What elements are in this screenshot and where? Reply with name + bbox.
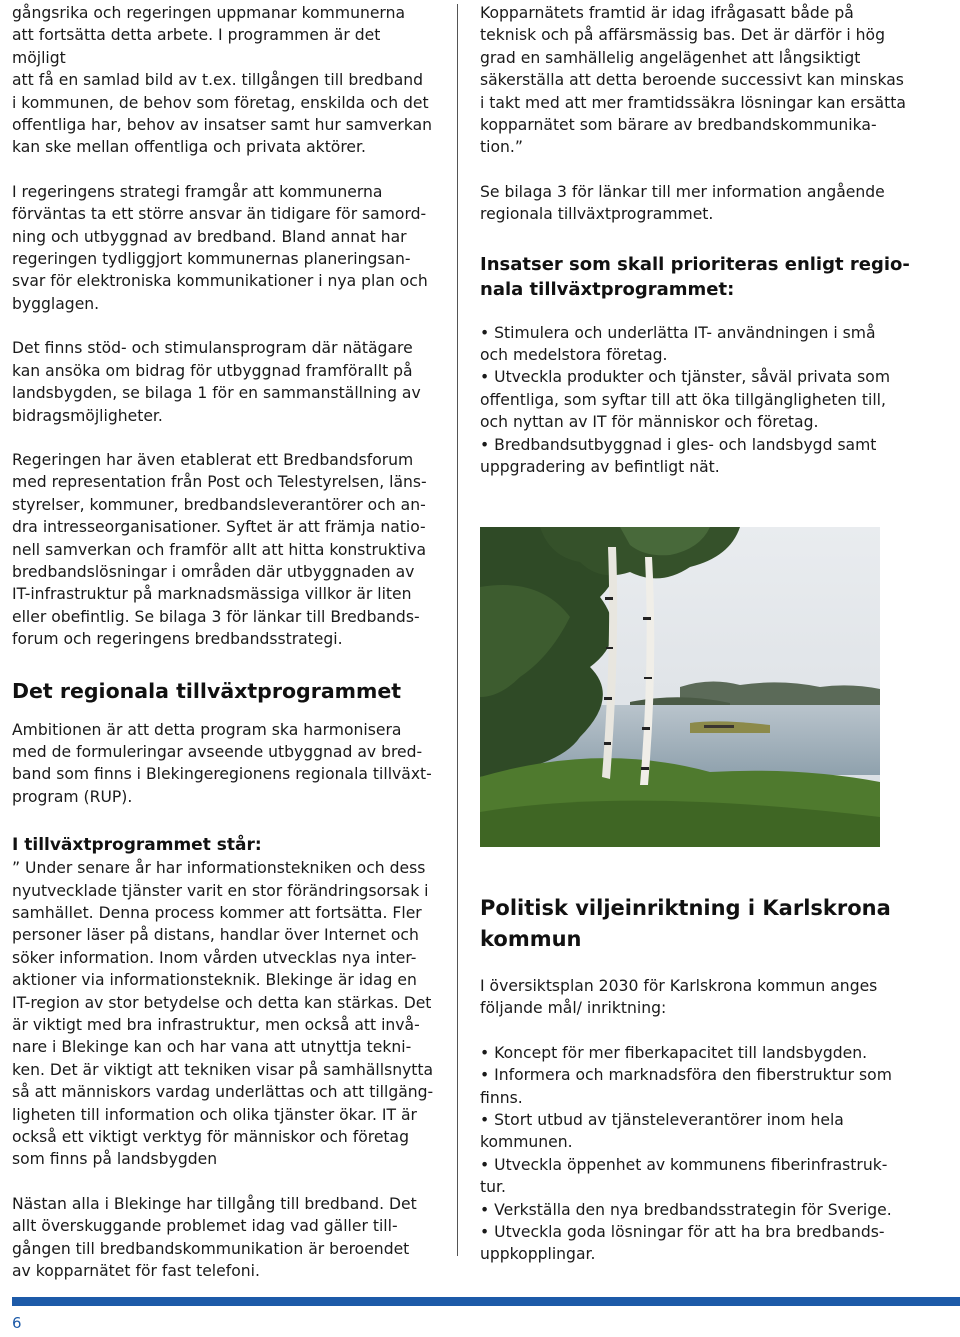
text-line: bidragsmöjligheter.: [12, 406, 163, 425]
text-line: aktioner via informationsteknik. Blekinge är idag en: [12, 971, 417, 990]
text-line: förväntas ta ett större ansvar än tidigare för samord-: [12, 205, 427, 224]
list-item-line: • Stort utbud av tjänsteleverantörer inom hela: [480, 1111, 844, 1130]
list-item: [480, 1199, 920, 1221]
heading-regional-program: Det regionala tillväxtprogrammet: [12, 678, 402, 703]
text-line: Det finns stöd- och stimulansprogram där nätägare: [12, 339, 413, 358]
text-line: att få en samlad bild av t.ex. tillgången till bredband: [12, 71, 424, 90]
text-line: IT-region av stor betydelse och detta kan stärkas. Det: [12, 993, 432, 1012]
text-line: säkerställa att detta beroende successivt kan minskas: [480, 71, 904, 90]
text-line: program (RUP).: [12, 787, 133, 806]
text-line: Politisk viljeinriktning i Karlskrona: [480, 896, 891, 920]
text-line: Kopparnätets framtid är idag ifrågasatt både på: [480, 4, 854, 22]
list-item: [480, 1064, 920, 1109]
paragraph-strategy: [12, 181, 436, 315]
heading-growth-program-states: I tillväxtprogrammet står:: [12, 835, 262, 856]
text-line: forum och regeringens bredbandsstrategi.: [12, 630, 343, 649]
text-line: Insatser som skall prioriteras enligt regio-: [480, 253, 910, 275]
list-item-line: uppkopplingar.: [480, 1245, 596, 1264]
right-column-lower: [480, 893, 920, 1266]
list-item: [480, 1154, 920, 1199]
text-line: tion.”: [480, 138, 523, 157]
text-line: dra intresseorganisationer. Syftet är att främja natio-: [12, 518, 426, 537]
text-line: Regeringen har även etablerat ett Bredbandsforum: [12, 450, 414, 469]
text-line: Nästan alla i Blekinge har tillgång till bredband. Det: [12, 1194, 417, 1213]
paragraph-blekinge-broadband: [12, 1193, 436, 1283]
list-item: [480, 366, 920, 433]
text-line: med de formuleringar avseende utbyggnad av bred-: [12, 742, 423, 761]
list-item: [480, 322, 920, 367]
list-item: [480, 1042, 920, 1064]
text-line: kan ansöka om bidrag för utbyggnad framförallt på: [12, 361, 413, 380]
goal-list: [480, 1042, 920, 1266]
lake-landscape-image: [480, 527, 880, 847]
left-column: [12, 2, 436, 1283]
list-item: [480, 1109, 920, 1154]
text-line: teknisk och på affärsmässig bas. Det är därför i hög: [480, 26, 885, 45]
text-line: kan ske mellan offentliga och privata aktörer.: [12, 138, 366, 157]
text-line: ” Under senare år har informationstekniken och dess: [12, 859, 426, 878]
list-item-line: uppgradering av befintligt nät.: [480, 458, 720, 477]
list-item: [480, 434, 920, 479]
text-line: ning och utbyggnad av bredband. Bland annat har: [12, 227, 407, 246]
text-line: regionala tillväxtprogrammet.: [480, 205, 714, 224]
text-line: av kopparnätet för fast telefoni.: [12, 1262, 260, 1281]
list-item-line: och nyttan av IT för människor och företag.: [480, 413, 819, 432]
text-line: offentliga har, behov av insatser samt hur samverkan: [12, 116, 433, 135]
text-line: som finns på landsbygden: [12, 1150, 218, 1169]
column-divider: [457, 4, 458, 1256]
text-line: i takt med att mer framtidssäkra lösningar kan ersätta: [480, 93, 906, 112]
list-item-line: • Informera och marknadsföra den fiberstruktur som: [480, 1066, 892, 1085]
list-item-line: • Verkställa den nya bredbandsstrategin för Sverige.: [480, 1200, 892, 1219]
text-line: också ett viktigt verktyg för människor och företag: [12, 1128, 409, 1147]
page-number: 6: [12, 1314, 22, 1332]
text-line: Ambitionen är att detta program ska harmonisera: [12, 720, 402, 739]
text-line: ligheten till information och olika tjänster ökar. IT är: [12, 1105, 417, 1124]
text-line: bredbandslösningar i områden där utbyggnaden av: [12, 562, 415, 581]
list-item-line: offentliga, som syftar till att öka tillgängligheten till,: [480, 390, 886, 409]
heading-priorities: [480, 252, 920, 302]
list-item-line: tur.: [480, 1178, 506, 1197]
heading-political-direction: [480, 893, 920, 955]
text-line: Se bilaga 3 för länkar till mer information angående: [480, 182, 885, 201]
text-line: landsbygden, se bilaga 1 för en sammanställning av: [12, 384, 421, 403]
list-item-line: • Stimulera och underlätta IT- användningen i små: [480, 323, 876, 342]
text-line: grad en samhällelig angelägenhet att långsiktigt: [480, 48, 861, 67]
text-line: ken. Det är viktigt att tekniken visar på samhällsnytta: [12, 1060, 434, 1079]
text-line: följande mål/ inriktning:: [480, 999, 667, 1018]
list-item-line: • Koncept för mer fiberkapacitet till landsbygden.: [480, 1043, 868, 1062]
list-item-line: och medelstora företag.: [480, 346, 668, 365]
text-line: i kommunen, de behov som företag, enskilda och det: [12, 93, 429, 112]
paragraph-support-programs: [12, 337, 436, 427]
text-line: är viktigt med bra infrastruktur, men också att invå-: [12, 1016, 420, 1035]
paragraph-ambition: [12, 719, 436, 809]
text-line: regeringen tydliggjort kommunernas planeringsan-: [12, 250, 411, 269]
text-line: så att människors vardag underlättas och att tillgäng-: [12, 1083, 434, 1102]
text-line: söker information. Inom vården utvecklas nya inter-: [12, 948, 417, 967]
paragraph-programs: [12, 2, 436, 159]
text-line: band som finns i Blekingeregionens regionala tillväxt-: [12, 765, 432, 784]
list-item-line: • Utveckla produkter och tjänster, såväl privata som: [480, 368, 891, 387]
text-line: nyutvecklade tjänster varit en stor förändringsorsak i: [12, 881, 429, 900]
text-line: nell samverkan och framför allt att hitta konstruktiva: [12, 540, 427, 559]
text-line: gången till bredbandskommunikation är beroendet: [12, 1239, 410, 1258]
list-item-line: • Utveckla öppenhet av kommunens fiberinfrastruk-: [480, 1155, 888, 1174]
right-column: [480, 2, 920, 479]
text-line: kopparnätet som bärare av bredbandskommunika-: [480, 116, 877, 135]
text-line: samhället. Denna process kommer att fortsätta. Fler: [12, 904, 422, 922]
text-line: personer läser på distans, handlar över Internet och: [12, 926, 419, 945]
list-item-line: kommunen.: [480, 1133, 573, 1152]
text-line: nala tillväxtprogrammet:: [480, 278, 735, 300]
footer-bar: [12, 1297, 960, 1306]
paragraph-copper-future: [480, 2, 920, 159]
text-line: gångsrika och regeringen uppmanar kommunerna: [12, 4, 406, 22]
list-item-line: finns.: [480, 1088, 523, 1107]
text-line: att fortsätta detta arbete. I programmen är det möjligt: [12, 26, 381, 67]
text-line: med representation från Post och Telestyrelsen, läns-: [12, 473, 427, 492]
list-item-line: • Utveckla goda lösningar för att ha bra bredbands-: [480, 1223, 885, 1242]
paragraph-bredbandsforum: [12, 449, 436, 651]
list-item: [480, 1221, 920, 1266]
lake-birch-photo: [480, 527, 880, 847]
text-line: eller obefintlig. Se bilaga 3 för länkar till Bredbands-: [12, 607, 420, 626]
list-item-line: • Bredbandsutbyggnad i gles- och landsbygd samt: [480, 435, 877, 454]
text-line: I översiktsplan 2030 för Karlskrona kommun anges: [480, 977, 878, 995]
paragraph-overview-plan: [480, 975, 920, 1020]
text-line: kommun: [480, 927, 582, 951]
text-line: allt överskuggande problemet idag vad gäller till-: [12, 1217, 398, 1236]
text-line: styrelser, kommuner, bredbandsleverantörer och an-: [12, 495, 426, 514]
priority-list: [480, 322, 920, 479]
paragraph-appendix-link: [480, 181, 920, 226]
text-line: I regeringens strategi framgår att kommunerna: [12, 182, 383, 201]
text-line: svar för elektroniska kommunikationer i nya plan och: [12, 272, 428, 291]
text-line: nare i Blekinge kan och har vana att utnyttja tekni-: [12, 1038, 412, 1057]
text-line: bygglagen.: [12, 294, 100, 313]
text-line: IT-infrastruktur på marknadsmässiga villkor är liten: [12, 585, 412, 604]
quote-growth-program: [12, 857, 436, 1171]
